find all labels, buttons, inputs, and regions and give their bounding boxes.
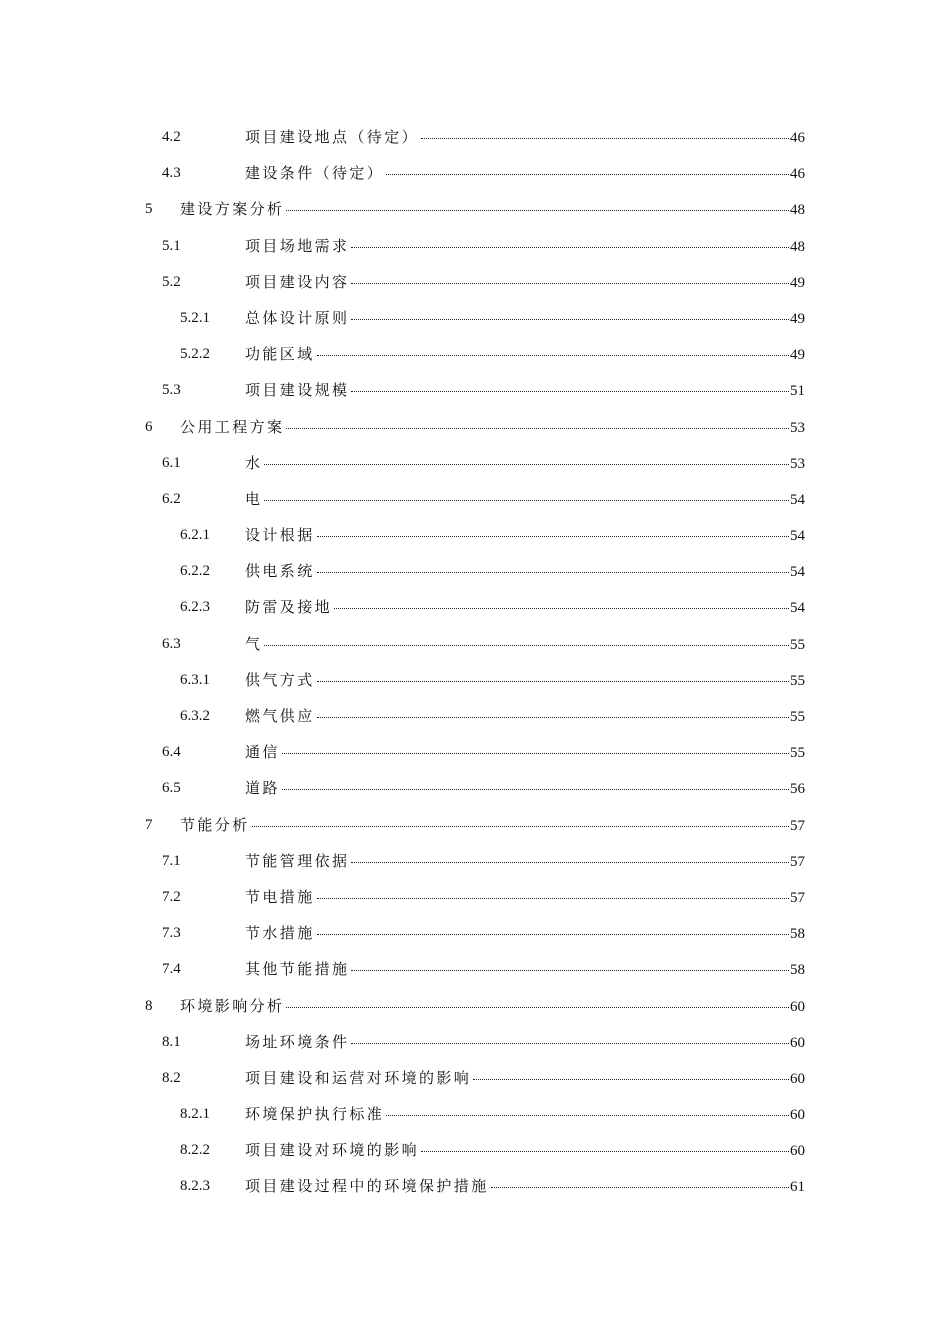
toc-entry-page: 46 <box>790 166 805 183</box>
toc-entry-page: 61 <box>790 1179 805 1196</box>
toc-entry-page: 54 <box>790 564 805 581</box>
toc-entry-page: 54 <box>790 491 805 508</box>
toc-dot-leader <box>386 1115 789 1116</box>
toc-entry-title: 节能分析 <box>180 815 250 834</box>
toc-entry-title: 公用工程方案 <box>180 417 285 436</box>
toc-entry-title: 项目场地需求 <box>245 236 350 255</box>
toc-entry[interactable] <box>0 1168 950 1204</box>
toc-entry[interactable] <box>0 517 950 553</box>
toc-entry-line <box>245 481 805 518</box>
toc-entry[interactable] <box>0 1024 950 1060</box>
toc-entry-title: 电 <box>245 489 263 508</box>
toc-dot-leader <box>386 174 789 175</box>
toc-entry-number: 7.4 <box>162 961 181 978</box>
toc-entry-line <box>245 1168 805 1205</box>
toc-entry-line <box>245 1060 805 1097</box>
toc-entry-title: 水 <box>245 453 263 472</box>
toc-entry-line <box>245 589 805 626</box>
toc-entry-title: 道路 <box>245 779 280 798</box>
toc-entry-title: 环境影响分析 <box>180 996 285 1015</box>
toc-entry-line <box>245 1096 805 1133</box>
toc-entry-page: 55 <box>790 709 805 725</box>
toc-dot-leader <box>282 789 789 790</box>
toc-entry[interactable] <box>0 191 950 227</box>
toc-entry-line <box>245 300 805 337</box>
toc-entry-line <box>245 770 805 807</box>
toc-entry-number: 5.3 <box>162 382 181 399</box>
toc-entry-line <box>245 336 805 373</box>
toc-entry[interactable] <box>0 300 950 336</box>
toc-entry-number: 6.2 <box>162 490 181 507</box>
toc-dot-leader <box>351 1043 789 1044</box>
toc-entry-line <box>245 698 805 735</box>
toc-dot-leader <box>351 247 789 248</box>
toc-dot-leader <box>317 717 789 718</box>
toc-entry-number: 6.3 <box>162 635 181 652</box>
toc-entry-title: 防雷及接地 <box>245 598 333 617</box>
toc-dot-leader <box>264 464 789 465</box>
toc-dot-leader <box>334 608 789 609</box>
toc-entry-page: 60 <box>790 1143 805 1160</box>
toc-dot-leader <box>317 572 789 573</box>
toc-entry[interactable] <box>0 372 950 408</box>
toc-entry-line <box>245 1024 805 1061</box>
toc-entry-line <box>245 553 805 590</box>
toc-entry-title: 设计根据 <box>245 526 315 545</box>
toc-entry-line <box>245 915 805 952</box>
toc-entry-title: 功能区域 <box>245 345 315 364</box>
toc-entry-number: 6.2.1 <box>180 527 210 544</box>
toc-dot-leader <box>473 1079 789 1080</box>
toc-entry[interactable] <box>0 336 950 372</box>
toc-entry-title: 项目建设地点（待定） <box>245 128 420 146</box>
toc-dot-leader <box>351 391 789 392</box>
toc-entry-page: 60 <box>790 1070 805 1087</box>
toc-entry-line <box>245 264 805 301</box>
toc-dot-leader <box>421 138 789 139</box>
toc-entry-page: 49 <box>790 310 805 327</box>
toc-dot-leader <box>264 500 789 501</box>
toc-entry-page: 46 <box>790 130 805 146</box>
toc-entry-line <box>245 1132 805 1169</box>
toc-entry-title: 项目建设和运营对环境的影响 <box>245 1068 472 1087</box>
toc-dot-leader <box>351 970 789 971</box>
toc-entry-number: 8.2.1 <box>180 1106 210 1123</box>
toc-entry[interactable] <box>0 843 950 879</box>
toc-entry-title: 节水措施 <box>245 924 315 943</box>
toc-dot-leader <box>286 428 789 429</box>
toc-dot-leader <box>351 319 789 320</box>
toc-entry-page: 56 <box>790 781 805 798</box>
toc-entry-page: 57 <box>790 853 805 870</box>
toc-entry-line <box>245 155 805 192</box>
toc-entry-title: 环境保护执行标准 <box>245 1105 385 1124</box>
toc-dot-leader <box>421 1151 789 1152</box>
toc-entry-page: 58 <box>790 926 805 943</box>
toc-entry-number: 8.2.2 <box>180 1142 210 1159</box>
toc-entry-number: 5.2.2 <box>180 346 210 363</box>
toc-entry-number: 7 <box>145 816 153 833</box>
toc-entry[interactable] <box>0 879 950 915</box>
toc-entry-title: 建设条件（待定） <box>245 164 385 183</box>
toc-entry-page: 55 <box>790 672 805 689</box>
toc-entry-title: 项目建设过程中的环境保护措施 <box>245 1177 489 1196</box>
toc-entry-line <box>180 409 805 446</box>
toc-entry-number: 5.2 <box>162 273 181 290</box>
toc-dot-leader <box>286 210 789 211</box>
toc-entry[interactable] <box>0 1132 950 1168</box>
toc-entry[interactable] <box>0 155 950 191</box>
toc-entry-number: 6.2.2 <box>180 563 210 580</box>
toc-entry-title: 建设方案分析 <box>180 200 285 219</box>
toc-entry-line <box>180 807 805 844</box>
toc-dot-leader <box>264 645 789 646</box>
toc-entry-title: 供电系统 <box>245 562 315 581</box>
toc-entry-number: 6.3.2 <box>180 708 210 724</box>
toc-entry[interactable] <box>0 1060 950 1096</box>
toc-dot-leader <box>351 283 789 284</box>
toc-entry-title: 项目建设规模 <box>245 381 350 400</box>
toc-entry-page: 49 <box>790 347 805 364</box>
toc-dot-leader <box>491 1187 789 1188</box>
toc-entry[interactable] <box>0 770 950 806</box>
toc-entry-line <box>245 119 805 156</box>
toc-entry-line <box>180 988 805 1025</box>
toc-entry-line <box>245 843 805 880</box>
toc-entry-number: 7.3 <box>162 925 181 942</box>
toc-entry-number: 4.2 <box>162 129 181 145</box>
toc-entry-page: 54 <box>790 528 805 545</box>
toc-entry-line <box>245 228 805 265</box>
toc-entry-number: 6 <box>145 418 153 435</box>
toc-entry-title: 节电措施 <box>245 887 315 906</box>
toc-entry-number: 7.1 <box>162 852 181 869</box>
toc-entry-title: 其他节能措施 <box>245 960 350 979</box>
toc-entry-number: 6.3.1 <box>180 671 210 688</box>
toc-entry-page: 48 <box>790 202 805 219</box>
toc-entry-title: 通信 <box>245 743 280 762</box>
toc-entry[interactable] <box>0 445 950 481</box>
toc-entry-number: 6.2.3 <box>180 599 210 616</box>
toc-dot-leader <box>286 1007 789 1008</box>
toc-entry-number: 5 <box>145 201 153 218</box>
toc-entry[interactable] <box>0 698 950 734</box>
toc-dot-leader <box>317 681 789 682</box>
toc-entry[interactable] <box>0 119 950 155</box>
toc-entry[interactable] <box>0 734 950 770</box>
toc-entry-line <box>245 445 805 482</box>
toc-entry-page: 60 <box>790 1107 805 1124</box>
toc-entry[interactable] <box>0 228 950 264</box>
toc-entry-page: 48 <box>790 238 805 255</box>
toc-entry-number: 6.1 <box>162 454 181 471</box>
toc-entry[interactable] <box>0 988 950 1024</box>
toc-entry-title: 气 <box>245 634 263 653</box>
toc-entry-page: 58 <box>790 962 805 979</box>
toc-entry-number: 8.2.3 <box>180 1178 210 1195</box>
toc-entry-page: 53 <box>790 455 805 472</box>
toc-entry-number: 6.5 <box>162 780 181 797</box>
toc-entry-line <box>245 372 805 409</box>
toc-entry[interactable] <box>0 553 950 589</box>
toc-dot-leader <box>252 826 789 827</box>
toc-entry[interactable] <box>0 951 950 987</box>
toc-entry-page: 55 <box>790 745 805 762</box>
toc-entry[interactable] <box>0 807 950 843</box>
toc-entry-number: 8.2 <box>162 1069 181 1086</box>
toc-entry-page: 57 <box>790 889 805 906</box>
toc-entry-page: 53 <box>790 419 805 436</box>
toc-entry-page: 55 <box>790 636 805 653</box>
toc-entry-number: 6.4 <box>162 744 181 761</box>
toc-entry-number: 5.1 <box>162 237 181 254</box>
toc-entry-page: 51 <box>790 383 805 400</box>
toc-entry-number: 5.2.1 <box>180 309 210 326</box>
toc-entry-page: 57 <box>790 817 805 834</box>
toc-entry-title: 项目建设对环境的影响 <box>245 1141 420 1160</box>
toc-entry-page: 60 <box>790 1034 805 1051</box>
toc-dot-leader <box>317 536 789 537</box>
toc-entry[interactable] <box>0 1096 950 1132</box>
toc-entry-title: 项目建设内容 <box>245 272 350 291</box>
toc-entry-line <box>245 517 805 554</box>
toc-entry-line <box>245 734 805 771</box>
toc-entry[interactable] <box>0 264 950 300</box>
toc-entry-title: 场址环境条件 <box>245 1032 350 1051</box>
toc-entry-page: 60 <box>790 998 805 1015</box>
toc-entry-number: 8 <box>145 997 153 1014</box>
toc-entry[interactable] <box>0 662 950 698</box>
toc-entry-number: 8.1 <box>162 1033 181 1050</box>
toc-entry-line <box>245 879 805 916</box>
toc-entry-title: 总体设计原则 <box>245 308 350 327</box>
toc-entry-title: 燃气供应 <box>245 707 315 725</box>
toc-entry-title: 节能管理依据 <box>245 851 350 870</box>
toc-entry[interactable] <box>0 481 950 517</box>
toc-entry-page: 54 <box>790 600 805 617</box>
toc-dot-leader <box>317 934 789 935</box>
toc-entry[interactable] <box>0 626 950 662</box>
table-of-contents <box>0 119 950 1205</box>
toc-dot-leader <box>317 898 789 899</box>
toc-entry-number: 7.2 <box>162 888 181 905</box>
toc-entry-page: 49 <box>790 274 805 291</box>
toc-entry-number: 4.3 <box>162 165 181 182</box>
toc-dot-leader <box>282 753 789 754</box>
toc-entry-title: 供气方式 <box>245 670 315 689</box>
toc-entry[interactable] <box>0 915 950 951</box>
toc-dot-leader <box>351 862 789 863</box>
toc-entry-line <box>245 662 805 699</box>
toc-entry[interactable] <box>0 409 950 445</box>
toc-entry-line <box>245 951 805 988</box>
toc-entry[interactable] <box>0 589 950 625</box>
toc-entry-line <box>180 191 805 228</box>
toc-dot-leader <box>317 355 789 356</box>
toc-entry-line <box>245 626 805 663</box>
